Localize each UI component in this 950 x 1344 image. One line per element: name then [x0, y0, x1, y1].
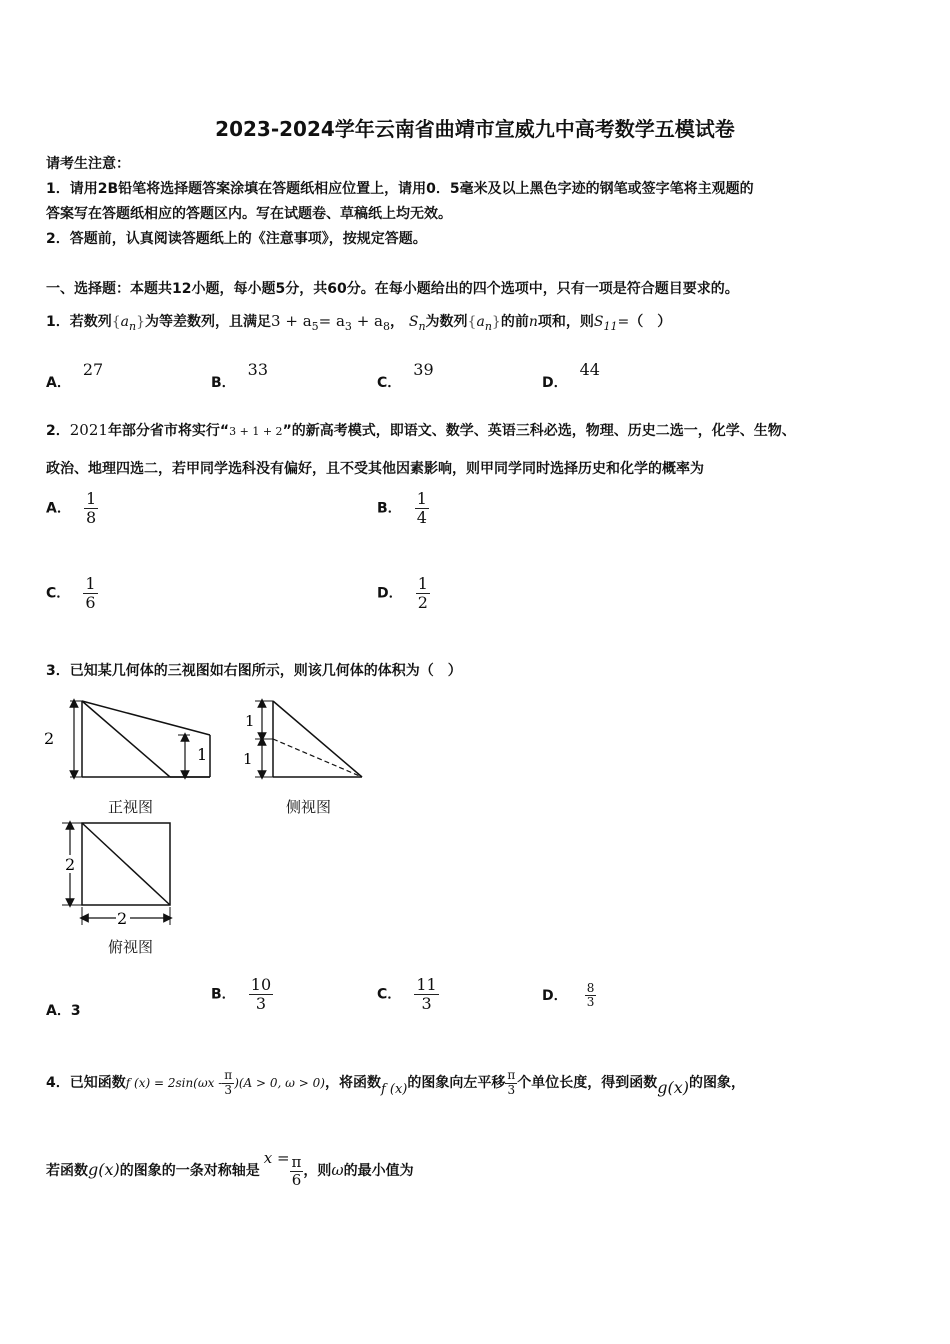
option-label: A．	[46, 500, 71, 517]
q2-text-2: 年部分省市将实行“	[107, 423, 230, 439]
top-view-figure	[50, 815, 180, 930]
question-2-line-1	[46, 420, 796, 440]
option-label: B．	[211, 375, 236, 391]
q4-text-6: 若函数	[46, 1163, 88, 1179]
q4-gx-2: g(x)	[88, 1160, 120, 1179]
option-label: A．	[46, 375, 71, 391]
q1-Sn-sub: n	[418, 319, 426, 333]
q2-mode: 3 + 1 + 2	[229, 425, 283, 438]
option-fraction: $\frac{8}{3}$	[586, 981, 595, 1010]
top-label-bottom: 2	[117, 909, 128, 928]
q4-omega: ω	[331, 1161, 344, 1179]
q4-pi-over-3: $\frac{\pi}{3}$	[224, 1068, 233, 1097]
side-label-top: 1	[245, 712, 255, 730]
q2-text-3: ”的新高考模式，即语文、数学、英语三科必选，物理、历史二选一，化学、生物、	[282, 423, 796, 439]
q4-text-8: ，则	[303, 1163, 332, 1179]
q1-S11: S	[593, 314, 604, 330]
question-3: 3．已知某几何体的三视图如右图所示，则该几何体的体积为（ ）	[46, 663, 462, 679]
q1-an-2: a	[476, 314, 485, 330]
question-4-line-1	[46, 1062, 745, 1104]
q1-eq-sub2: 3	[344, 320, 352, 333]
q3-option-a[interactable]	[46, 1000, 81, 1020]
q1-n: n	[528, 314, 538, 330]
option-fraction: $\frac{11}{3}$	[416, 975, 437, 1013]
q1-eq-a: 3 + a	[271, 312, 312, 330]
option-label: C．	[46, 585, 71, 602]
q1-text-4: 的前	[500, 314, 529, 330]
front-view-caption: 正视图	[108, 798, 154, 816]
option-fraction: $\frac{1}{2}$	[417, 574, 428, 612]
option-label: A．	[46, 1003, 71, 1019]
q1-eq-plus: + a	[351, 312, 383, 330]
front-label-right: 1	[197, 745, 208, 764]
q1-comma: ，	[389, 314, 404, 330]
q2-option-d[interactable]	[377, 575, 430, 611]
q4-text-5: 的图象，	[689, 1075, 746, 1091]
q4-text-9: 的最小值为	[343, 1163, 414, 1179]
option-label: C．	[377, 375, 402, 391]
q2-option-b[interactable]	[377, 490, 429, 526]
notice-heading: 请考生注意：	[46, 156, 130, 172]
front-label-left: 2	[44, 729, 55, 748]
q4-condition: )(A > 0, ω > 0)	[234, 1076, 325, 1090]
option-fraction: $\frac{10}{3}$	[250, 975, 272, 1013]
q4-shift-fraction: $\frac{\pi}{3}$	[507, 1068, 516, 1097]
q4-text-2: ，将函数	[324, 1075, 381, 1091]
q3-option-c[interactable]	[377, 976, 439, 1012]
q1-option-c[interactable]	[377, 360, 434, 391]
q1-text-2: 为等差数列，且满足	[145, 314, 272, 330]
option-value: 44	[579, 360, 600, 379]
q1-Sn: S	[408, 314, 419, 330]
q1-text-1: 1．若数列	[46, 314, 112, 330]
notice-line-2: 2．答题前，认真阅读答题纸上的《注意事项》，按规定答题。	[46, 231, 427, 247]
q1-option-a[interactable]	[46, 360, 104, 391]
option-value: 27	[82, 360, 104, 379]
q4-x-eq: x =	[263, 1149, 290, 1167]
section-1-heading: 一、选择题：本题共12小题，每小题5分，共60分。在每小题给出的四个选项中，只有一项是符合题目要求的。	[46, 281, 739, 297]
question-4-line-2	[46, 1150, 414, 1191]
q1-eq-sub1: 5	[311, 320, 319, 333]
side-hidden-line	[273, 739, 362, 777]
q4-text-1: 4．已知函数	[46, 1075, 126, 1091]
q2-option-c[interactable]	[46, 575, 98, 611]
q1-an-sub: n	[129, 319, 137, 333]
q1-option-d[interactable]	[542, 360, 600, 391]
q1-eq2: =	[617, 314, 630, 330]
option-label: C．	[377, 986, 402, 1003]
option-value: 3	[70, 1003, 81, 1019]
side-outline-hypotenuse	[273, 701, 362, 777]
q4-text-3: 的图象向左平移	[407, 1075, 506, 1091]
q1-text-3: 为数列	[425, 314, 468, 330]
option-label: D．	[542, 375, 568, 391]
side-view-figure	[235, 695, 375, 795]
q1-paren: （ ）	[629, 314, 672, 330]
option-fraction: $\frac{1}{4}$	[416, 489, 427, 527]
q2-year: 2021	[69, 421, 108, 439]
side-view-caption: 侧视图	[286, 798, 332, 816]
q1-option-b[interactable]	[211, 360, 269, 391]
q1-text-5: 项和，则	[537, 314, 594, 330]
option-label: D．	[377, 585, 403, 602]
question-2-line-2: 政治、地理四选二，若甲同学选科没有偏好，且不受其他因素影响，则甲同学同时选择历史和化学的概率为	[46, 461, 704, 477]
notice-line-1b: 答案写在答题纸相应的答题区内。写在试题卷、草稿纸上均无效。	[46, 206, 452, 222]
option-fraction: $\frac{1}{8}$	[85, 489, 97, 527]
q1-eq-sub3: 8	[382, 320, 390, 333]
q3-option-b[interactable]	[211, 976, 273, 1012]
q3-option-d[interactable]	[542, 982, 596, 1009]
q2-option-a[interactable]	[46, 490, 98, 526]
option-value: 39	[413, 360, 434, 379]
side-label-bottom: 1	[243, 750, 253, 768]
q4-text-4: 个单位长度，得到函数	[517, 1075, 658, 1091]
q4-pi-over-6: $\frac{\pi}{6}$	[291, 1153, 302, 1189]
q4-text-7: 的图象的一条对称轴是	[119, 1163, 260, 1179]
q1-an-2-sub: n	[484, 319, 492, 333]
option-value: 33	[247, 360, 269, 379]
q1-S11-sub: 11	[603, 319, 618, 333]
notice-line-1a: 1．请用2B铅笔将选择题答案涂填在答题纸相应位置上，请用0．5毫米及以上黑色字迹的钢笔或签字笔将主观题的	[46, 181, 754, 197]
q2-text-1: 2．	[46, 423, 70, 439]
top-diagonal	[82, 823, 170, 905]
q4-fx: f (x)	[380, 1082, 408, 1097]
option-fraction: $\frac{1}{6}$	[85, 574, 96, 612]
q4-function-def: f (x) = 2sin(ωx -	[125, 1076, 223, 1090]
q4-gx: g(x)	[657, 1078, 690, 1097]
page-title: 2023-2024学年云南省曲靖市宣威九中高考数学五模试卷	[215, 117, 735, 141]
q1-an: a	[120, 314, 130, 330]
top-label-left: 2	[65, 855, 76, 874]
option-label: B．	[211, 986, 236, 1003]
q1-eq-mid: = a	[318, 312, 345, 330]
option-label: B．	[377, 500, 402, 517]
option-label: D．	[542, 988, 568, 1005]
question-1: 1．若数列$\{a_n\}$为等差数列，且满足$3 + a_5= a_3 + a_8$， $S_n$为数列$\{a_n\}$的前n项和，则$S_{11}=$（ ）	[46, 312, 672, 333]
top-view-caption: 俯视图	[108, 938, 154, 956]
